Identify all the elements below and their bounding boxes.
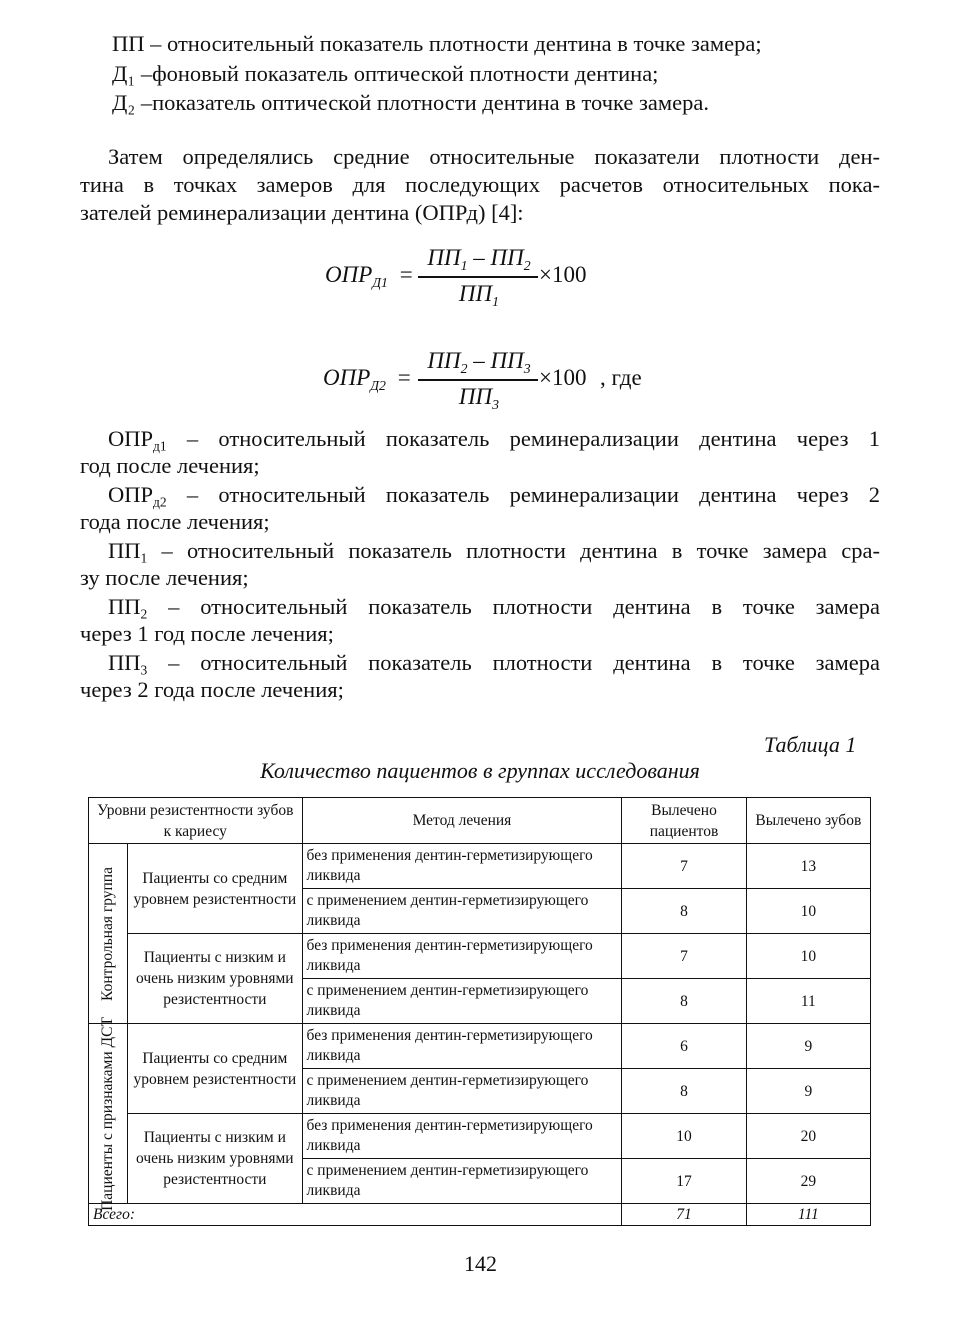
group-cell-dst: Пациенты с признаками ДСТ	[89, 1024, 128, 1204]
method-cell: с применением дентин-герметизирующего ликвида	[302, 1159, 622, 1204]
fraction-bar	[418, 276, 538, 278]
paragraph-line-3: зателей реминерализации дентина (ОПРд) [4]:	[80, 200, 524, 225]
definition-d2: Д₂ –показатель оптической плотности дентина в точке замера.	[112, 90, 709, 115]
patients-cell: 8	[622, 1069, 746, 1114]
table-row	[89, 844, 871, 889]
table-header-row	[89, 798, 871, 844]
header-teeth: Вылечено зубов	[746, 798, 870, 844]
teeth-cell: 11	[746, 979, 870, 1024]
teeth-cell: 20	[746, 1114, 870, 1159]
definition-pp1-cont: зу после лечения;	[80, 565, 249, 590]
table-title: Количество пациентов в группах исследования	[260, 758, 700, 783]
definition-opr-d2: $ОПР_{д2}$ – относительный показатель реминерализации дентина через 2	[108, 482, 880, 510]
patients-table	[88, 797, 871, 1226]
table-row	[89, 1114, 871, 1159]
table-row	[89, 1024, 871, 1069]
method-cell: без применения дентин-герметизирующего ликвида	[302, 1114, 622, 1159]
method-cell: без применения дентин-герметизирующего ликвида	[302, 1024, 622, 1069]
method-cell: с применением дентин-герметизирующего ликвида	[302, 1069, 622, 1114]
teeth-cell: 13	[746, 844, 870, 889]
definition-pp1: $ПП_1$ – относительный показатель плотности дентина в точке замера сра-	[108, 538, 880, 566]
paragraph-line-1: Затем определялись средние относительные показатели плотности ден-	[108, 144, 880, 169]
total-patients: 71	[622, 1204, 746, 1226]
paragraph-line-2: тина в точках замеров для последующих расчетов относительных пока-	[80, 172, 880, 197]
level-cell: Пациенты со средним уровнем резистентности	[128, 844, 302, 934]
teeth-cell: 29	[746, 1159, 870, 1204]
patients-cell: 8	[622, 979, 746, 1024]
total-teeth: 111	[746, 1204, 870, 1226]
header-levels: Уровни резистентности зубов к кариесу	[89, 798, 303, 844]
patients-cell: 8	[622, 889, 746, 934]
patients-cell: 17	[622, 1159, 746, 1204]
teeth-cell: 9	[746, 1069, 870, 1114]
teeth-cell: 10	[746, 889, 870, 934]
method-cell: с применением дентин-герметизирующего ликвида	[302, 979, 622, 1024]
patients-cell: 7	[622, 844, 746, 889]
table-row	[89, 934, 871, 979]
method-cell: с применением дентин-герметизирующего ликвида	[302, 889, 622, 934]
level-cell: Пациенты с низким и очень низким уровнями резистентности	[128, 1114, 302, 1204]
definition-pp: ПП – относительный показатель плотности дентина в точке замера;	[112, 31, 762, 56]
teeth-cell: 9	[746, 1024, 870, 1069]
definition-pp2-cont: через 1 год после лечения;	[80, 621, 334, 646]
definition-d1: Д₁ –фоновый показатель оптической плотности дентина;	[112, 61, 659, 86]
header-method: Метод лечения	[302, 798, 622, 844]
definition-opr-d2-cont: года после лечения;	[80, 509, 270, 534]
definition-opr-d1: $ОПР_{д1}$ – относительный показатель реминерализации дентина через 1	[108, 426, 880, 454]
definition-pp2: $ПП_2$ – относительный показатель плотности дентина в точке замера	[108, 594, 880, 622]
method-cell: без применения дентин-герметизирующего ликвида	[302, 844, 622, 889]
total-row	[89, 1204, 871, 1226]
definition-pp3: $ПП_3$ – относительный показатель плотности дентина в точке замера	[108, 650, 880, 678]
teeth-cell: 10	[746, 934, 870, 979]
table-caption: Таблица 1	[764, 732, 857, 757]
level-cell: Пациенты со средним уровнем резистентности	[128, 1024, 302, 1114]
fraction-bar	[418, 379, 538, 381]
group-cell-control: Контрольная группа	[89, 844, 128, 1024]
level-cell: Пациенты с низким и очень низким уровнями резистентности	[128, 934, 302, 1024]
header-patients: Вылечено пациентов	[622, 798, 746, 844]
definition-opr-d1-cont: год после лечения;	[80, 453, 260, 478]
total-label: Всего:	[89, 1204, 622, 1226]
method-cell: без применения дентин-герметизирующего ликвида	[302, 934, 622, 979]
patients-cell: 6	[622, 1024, 746, 1069]
patients-cell: 7	[622, 934, 746, 979]
definition-pp3-cont: через 2 года после лечения;	[80, 677, 344, 702]
document-page: ПП – относительный показатель плотности дентина в точке замера; Д₁ –фоновый показатель оптической плотности дентина; Д₂ –показатель оптической плотности дентина в точке замера. Затем определялись средние относительные показатели плотности ден- тина в точках замеров для последующих расчетов относительных пока- зателей реминерализации дентина (ОПРд) [4]: $ОПР_{Д1}$ = $ПП_1 - ПП_2$ $ПП_1$ ×100 $ОПР_{Д2}$ = $ПП_2 - ПП_3$ $ПП_3$ ×100 , где $ОПР_{д1}$ – относительный показатель реминерализации дентина через 1 год после лечения; $ОПР_{д2}$ – относительный показатель реминерализации дентина через 2 года после лечения; $ПП_1$ – относительный показатель плотности дентина в точке замера сра- зу после лечения; $ПП_2$ – относительный показатель плотности дентина в точке замера через 1 год после лечения; $ПП_3$ – относительный показатель плотности дентина в точке замера через 2 года после лечения; Таблица 1 Количество пациентов в группах исследования Уровни резистентности зубов к кариесу Метод лечения Вылечено пациентов Вылечено зубов Контрольная группа Пациенты со средним уровнем резистентности без применения дентин-герметизирующего ликвида 7 13 с применением дентин-герметизирующего ликвида 8 10 Пациенты с низким и очень низким уровнями резистентности без применения дентин-герметизирующего ликвида 7 10 с применением дентин-герметизирующего ликвида 8 11 Пациенты с признаками ДСТ Пациенты со средним уровнем резистентности без применения дентин-герметизирующего ликвида 6 9 с применением дентин-герметизирующего ликвида 8 9 Пациенты с низким и очень низким уровнями резистентности без применения дентин-герметизирующего ликвида 10 20 с применением дентин-герметизирующего ликвида 17 29 Всего: 71 111 142	[0, 0, 961, 1327]
patients-cell: 10	[622, 1114, 746, 1159]
page-number: 142	[464, 1251, 497, 1276]
